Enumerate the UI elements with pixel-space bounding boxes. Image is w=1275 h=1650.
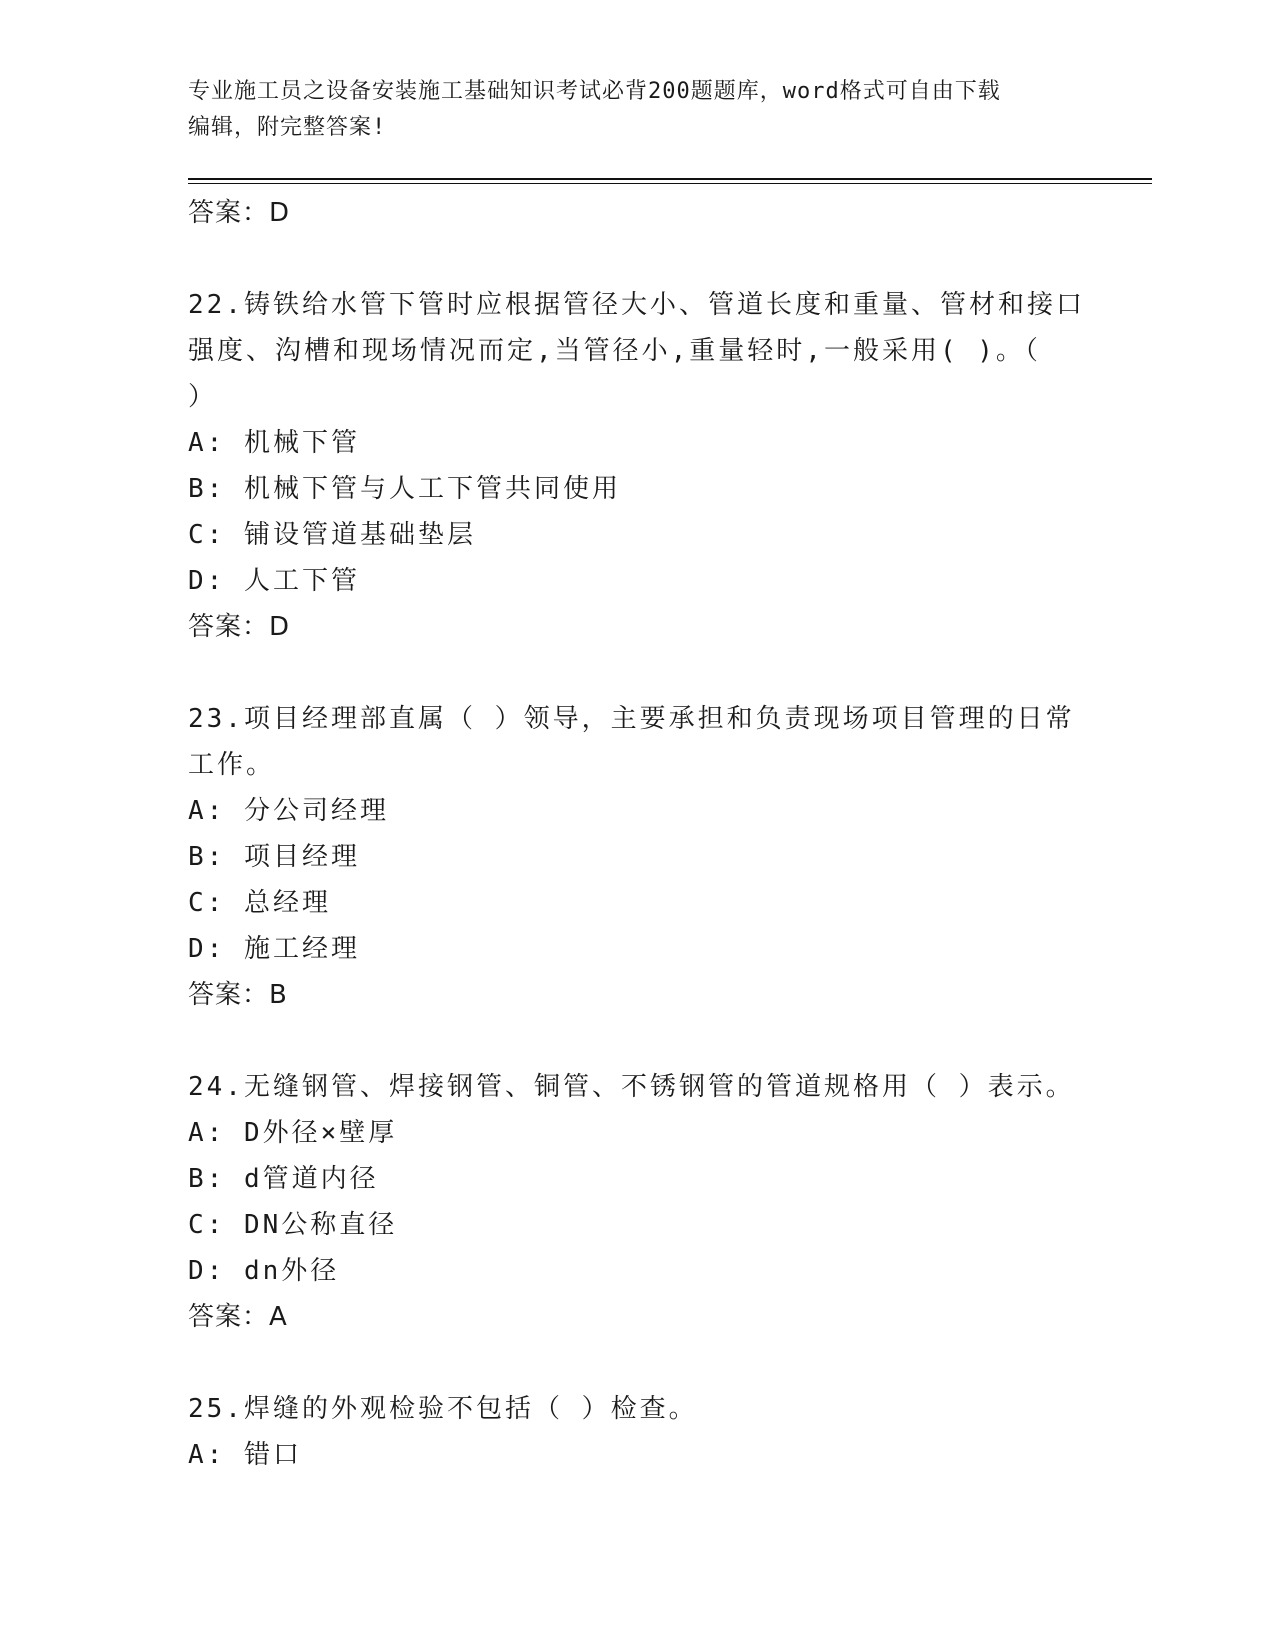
option-d: D: 施工经理 [188, 934, 360, 964]
option-a: A: D外径×壁厚 [188, 1118, 398, 1148]
question-stem-line: 24.无缝钢管、焊接钢管、铜管、不锈钢管的管道规格用（ ）表示。 [188, 1072, 1075, 1102]
header-line-2: 编辑，附完整答案! [188, 115, 387, 140]
option-b: B: d管道内径 [188, 1164, 379, 1194]
answer-line: 答案：D [188, 612, 291, 642]
header-divider-thick [188, 178, 1152, 180]
question-25 [188, 1386, 1088, 1478]
option-d: D: 人工下管 [188, 566, 360, 596]
option-a: A: 机械下管 [188, 428, 360, 458]
question-stem [188, 696, 1088, 788]
option-b: B: 项目经理 [188, 842, 360, 872]
option-d: D: dn外径 [188, 1256, 340, 1286]
question-stem-line: 强度、沟槽和现场情况而定,当管径小,重量轻时,一般采用( )。（ [188, 336, 1041, 366]
option-c: C: 总经理 [188, 888, 331, 918]
question-stem [188, 1064, 1088, 1110]
question-22 [188, 282, 1088, 650]
question-list [188, 190, 1088, 1478]
question-stem-line: 22.铸铁给水管下管时应根据管径大小、管道长度和重量、管材和接口 [188, 290, 1085, 320]
option-a: A: 分公司经理 [188, 796, 389, 826]
question-24 [188, 1064, 1088, 1340]
header-divider-thin [188, 183, 1152, 184]
answer-line: 答案：B [188, 980, 288, 1010]
header-line-1: 专业施工员之设备安装施工基础知识考试必背200题题库，word格式可自由下载 [188, 79, 1001, 104]
question-stem-line: 23.项目经理部直属（ ）领导，主要承担和负责现场项目管理的日常 [188, 704, 1075, 734]
answer-line: 答案：A [188, 1302, 288, 1332]
question-stem-line: 工作。 [188, 750, 276, 780]
question-stem [188, 1386, 1088, 1432]
answer-line-q21: 答案：D [188, 198, 291, 228]
option-c: C: 铺设管道基础垫层 [188, 520, 476, 550]
question-stem-line: 25.焊缝的外观检验不包括（ ）检查。 [188, 1394, 698, 1424]
document-header [188, 74, 1088, 146]
option-c: C: DN公称直径 [188, 1210, 398, 1240]
option-b: B: 机械下管与人工下管共同使用 [188, 474, 621, 504]
question-stem [188, 282, 1088, 420]
question-23 [188, 696, 1088, 1018]
question-stem-line: ） [188, 382, 218, 412]
option-a: A: 错口 [188, 1440, 302, 1470]
